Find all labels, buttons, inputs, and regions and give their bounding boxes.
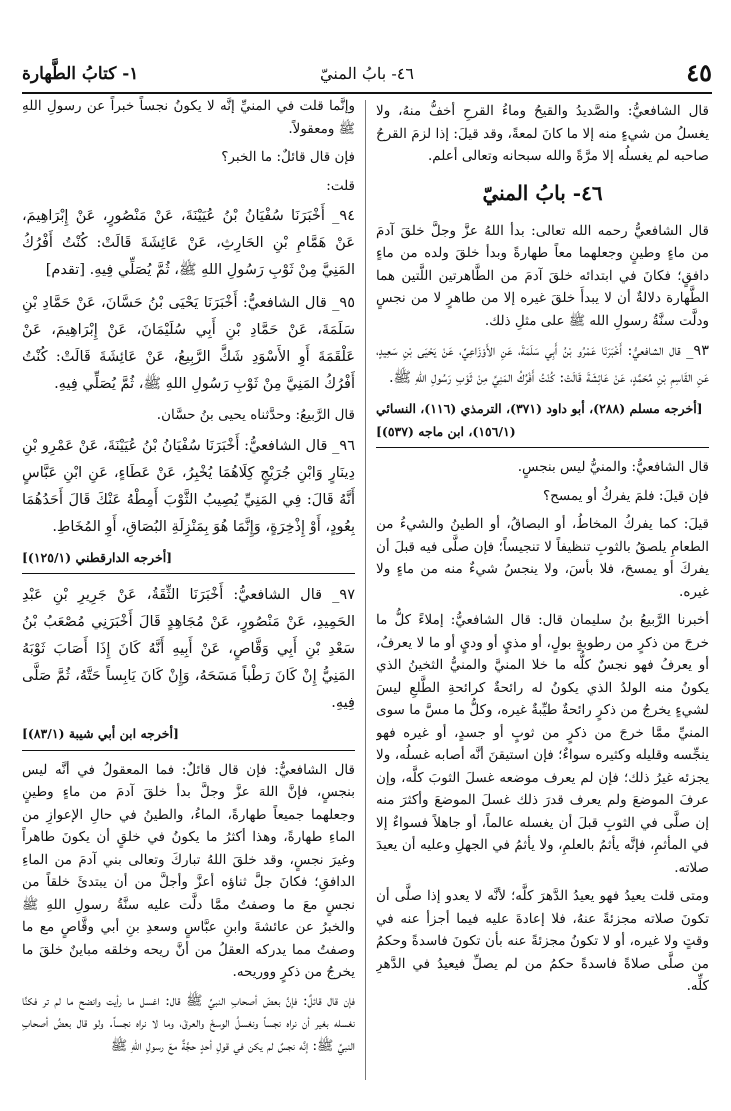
running-chapter-title: ٤٦- بابُ المنيّ <box>320 64 414 83</box>
page-header <box>22 58 712 94</box>
source-citation: [أخرجه مسلم (٢٨٨)، أبو داود (٣٧١)، الترمذي (١١٦)، النسائي (١٥٦/١)، ابن ماجه (٥٣٧)] <box>376 398 709 448</box>
body-paragraph: فإن قال قائلٌ: فإنَّ بعضَ أصحابِ النبيِّ ﷺ قال: اغسل ما رأيت وانضح ما لم تر فكنَّا نغسله بغير أن نراه نجساً ونغسلُ الوسخَ والعرقَ، وما لا نراه نجساً. ولو قال بعضُ أصحابِ النبيِّ ﷺ: إنَّه نجسٌ لم يكن في قولِ أحدٍ حجَّةٌ معَ رسولِ اللهِ ﷺ <box>22 992 355 1054</box>
hadith-paragraph: ٩٦_ قال الشافعيُّ: أَخْبَرَنَا سُفْيَانُ بْنُ عُيَيْنَةَ، عَنْ عَمْرِو بْنِ دِينَارٍ وَابْنِ جُرَيْجٍ كِلَاهُمَا يُخْبِرُ، عَنْ عَطَاءٍ، عَنِ ابْنِ عَبَّاسٍ أَنَّهُ قَالَ: فِي المَنِيِّ يُصِيبُ الثَّوْبَ أَمِطْهُ عَنْكَ قَالَ أَحَدُهُمَا بِعُودٍ، أَوْ إِذْخِرَةٍ، وَإِنَّمَا هُوَ بِمَنْزِلَةِ البُصَاقِ، أَوِ المُخَاطِ. <box>22 437 355 535</box>
chapter-heading: ٤٦- بابُ المنيّ <box>482 180 603 205</box>
source-citation: [أخرجه الدارقطني (١٢٥/١)] <box>22 547 355 575</box>
body-paragraph: ومتى قلت يعيدُ فهو يعيدُ الدَّهرَ كلَّه؛ لأنَّه لا يعدو إذا صلَّى أن تكونَ صلاته مجزئةً عنهُ، فلا إعادةَ عليه فيما أجزأ عنه في وقتٍ ولا غيره، أو لا تكونُ مجزئةً عنه بأن تكونَ فاسدةً وحكمُ من صلَّى صلاةً فاسدةً حكمُ من لم يصلِّ فيعيدُ في الدَّهرِ كلِّه. <box>376 888 709 994</box>
hadith-paragraph: ٩٧_ قال الشافعيُّ: أَخْبَرَنَا الثِّقَةُ، عَنْ جَرِيرِ بْنِ عَبْدِ الحَمِيدِ، عَنْ مَنْصُورٍ، عَنْ مُجَاهِدٍ قَالَ أَخْبَرَنِي مُصْعَبُ بْنُ سَعْدِ بْنِ أَبِي وَقَّاصٍ، عَنْ أَبِيهِ أَنَّهُ كَانَ إِذَا أَصَابَ ثَوْبَهُ المَنِيُّ إِنْ كَانَ رَطْباً مَسَحَهُ، وَإِنْ كَانَ يَابِساً حَتَّهُ، ثُمَّ صَلَّى فِيهِ. <box>22 587 355 711</box>
left-column <box>22 95 355 1085</box>
body-paragraph: قال الشافعيُّ: والصَّديدُ والقيحُ وماءُ القرحِ أخفُّ منهُ، ولا يغسلُ من شيءٍ منه إلا ما كانَ لمعةً، وقد قيلَ: إذا لزمَ القرحُ صاحبه لم يغسلُه إلا مرَّةً والله سبحانه وتعالى أعلم. <box>376 103 709 164</box>
body-paragraph: وإنَّما قلت في المنيِّ إنَّه لا يكونُ نجساً خبراً عن رسولِ اللهِ ﷺ ومعقولاً. <box>22 98 355 137</box>
hadith-paragraph: ٩٥_ قال الشافعيُّ: أَخْبَرَنَا يَحْيَى بْنُ حَسَّانَ، عَنْ حَمَّادِ بْنِ سَلَمَةَ، عَنْ حَمَّادِ بْنِ أَبِي سُلَيْمَانَ، عَنْ إِبْرَاهِيمَ، عَنْ عَلْقَمَةَ أَوِ الأَسْوَدِ شَكَّ الرَّبِيعُ، عَنْ عَائِشَةَ قَالَتْ: كُنْتُ أَفْرُكُ المَنِيَّ مِنْ ثَوْبِ رَسُولِ اللهِ ﷺ، ثُمَّ يُصَلِّي فِيهِ. <box>22 295 355 392</box>
hadith-paragraph: ٩٤_ أَخْبَرَنَا سُفْيَانُ بْنُ عُيَيْنَةَ، عَنْ مَنْصُورٍ، عَنْ إِبْرَاهِيمَ، عَنْ هَمَّامِ بْنِ الحَارِثِ، عَنْ عَائِشَةَ قَالَتْ: كُنْتُ أَفْرُكُ المَنِيَّ مِنْ ثَوْبِ رَسُولِ اللهِ ﷺ، ثُمَّ يُصَلِّي فِيهِ. [تقدم] <box>22 208 355 278</box>
body-paragraph: قال الشافعيُّ: والمنيُّ ليس بنجسٍ. <box>517 459 709 475</box>
hadith-paragraph: ٩٣_ قال الشافعيُّ: أَخْبَرَنَا عَمْرُو بْنُ أَبِي سَلَمَةَ، عَنِ الأَوْزَاعِيِّ، عَنْ يَحْيَى بْنِ سَعِيدٍ، عَنِ القَاسِمِ بْنِ مُحَمَّدٍ، عَنْ عَائِشَةَ قَالَتْ: كُنْتُ أَفْرُكُ المَنِيَّ مِنْ ثَوْبِ رَسُولِ اللهِ ﷺ. <box>376 343 709 386</box>
right-column <box>376 100 709 1090</box>
body-paragraph: قلت: <box>326 177 355 194</box>
column-divider <box>365 100 366 1080</box>
body-paragraph: قال الشافعيُّ: فإن قال قائلٌ: فما المعقولُ في أنَّه ليس بنجسٍ، فإنَّ اللهَ عزَّ وجلَّ بدأ خلقَ آدمَ من ماءٍ وطينٍ وجعلهما جميعاً طهارةً، الماءُ، والطينُ في حالِ الإعوازِ من الماءِ طهارةً، وهذا أكثرُ ما يكونُ في خلقٍ أن يكونَ طاهراً وغيرَ نجسٍ، وقد خلقَ اللهُ تباركَ وتعالى بني آدمَ من الماءِ الدافقِ؛ فكانَ جلَّ ثناؤه أعزَّ وأجلَّ من أن يبتدئَ خلقاً من نجسٍ معَ ما وصفتُ ممَّا دلَّت عليه سنَّةُ رسولِ اللهِ ﷺ والخبرُ عن عائشةَ وابنِ عبَّاسٍ وسعدِ بنِ أبي وقَّاصٍ مع ما وصفتُ مما يدركه العقلُ من أنَّ ريحه وخلقه مباينٌ خلقَ ما يخرجُ من ذكرٍ ووريحه. <box>22 761 355 980</box>
source-citation: [أخرجه ابن أبي شيبة (٨٣/١)] <box>22 723 355 751</box>
body-paragraph: أخبرنا الرَّبيعُ بنُ سليمان قال: قال الشافعيُّ: إملاءً كلُّ ما خرجَ من ذكرٍ من رطوبةٍ بولٍ، أو مذيٍ أو وديٍ أو ما لا يعرفُ، أو يعرفُ فهو نجسٌ كلُّه ما خلا المنيَّ والمنيُّ الثخينُ الذي يكونُ منه الولدُ الذي يكونُ له رائحةٌ كرائحةِ الطَّلعِ ليسَ لشيءٍ يخرجُ من ذكرٍ رائحةٌ طيِّبةٌ غيره، وكلُّ ما مسَّ ما سوى المنيِّ ممَّا خرجَ من ذكرٍ من ثوبٍ أو جسدٍ، أو غيره فهو ينجِّسه وقليله وكثيره سواءٌ؛ فإن استيقنَ أنَّه أصابه غسلُه، ولا يجزئه غيرُ ذلك؛ فإن لم يعرف موضعه غسلَ الثوبَ كلَّه، وإن عرفَ الموضعَ ولم يعرف قدرَ ذلك غسلَ الموضعَ وأكثرَ منه إن صلَّى في الثوبِ قبلَ أن يغسله عالماً، أو جاهلاً فسواءٌ إلا في المأثمِ، فإنَّه يأثمُ بالعلمِ، ولا يأثمُ في الجهلِ وعليه أن يعيدَ صلاته. <box>376 612 709 876</box>
running-book-title: ١- كتابُ الطَّهارة <box>22 64 139 84</box>
page-number: ٤٥ <box>686 58 712 87</box>
body-paragraph: قال الشافعيُّ رحمه الله تعالى: بدأ اللهُ عزَّ وجلَّ خلقَ آدمَ من ماءٍ وطينٍ وجعلهما معاً طهارةً وبدأ خلقَ ولده من ماءٍ دافقٍ؛ فكانَ في ابتدائه خلقَ آدمَ من الطَّاهرتين اللَّتين هما الطَّهارة دلالةٌ أن لا يبدأَ خلقَ غيره إلا من طاهرٍ لا من نجسٍ ودلَّت سنَّةُ رسولِ الله ﷺ على مثلِ ذلك. <box>376 222 709 329</box>
body-paragraph: قيلَ: كما يفركُ المخاطُ، أو البصاقُ، أو الطينُ والشيءُ من الطعامِ يلصقُ بالثوبِ تنظيفاً لا تنجيساً؛ فإن صلَّى فيه قبلَ أن يفركَ أو يمسحَ، فلا بأسَ، ولا ينجسُ شيءٌ منه من ماءٍ ولا غيره. <box>376 516 709 600</box>
body-paragraph: فإن قال قائلٌ: ما الخبر؟ <box>221 149 355 165</box>
body-paragraph: قال الرَّبيعُ: وحدَّثناه يحيى بنُ حسَّان. <box>156 407 355 423</box>
body-paragraph: فإن قيلَ: فلمَ يفركُ أو يمسح؟ <box>542 487 709 504</box>
